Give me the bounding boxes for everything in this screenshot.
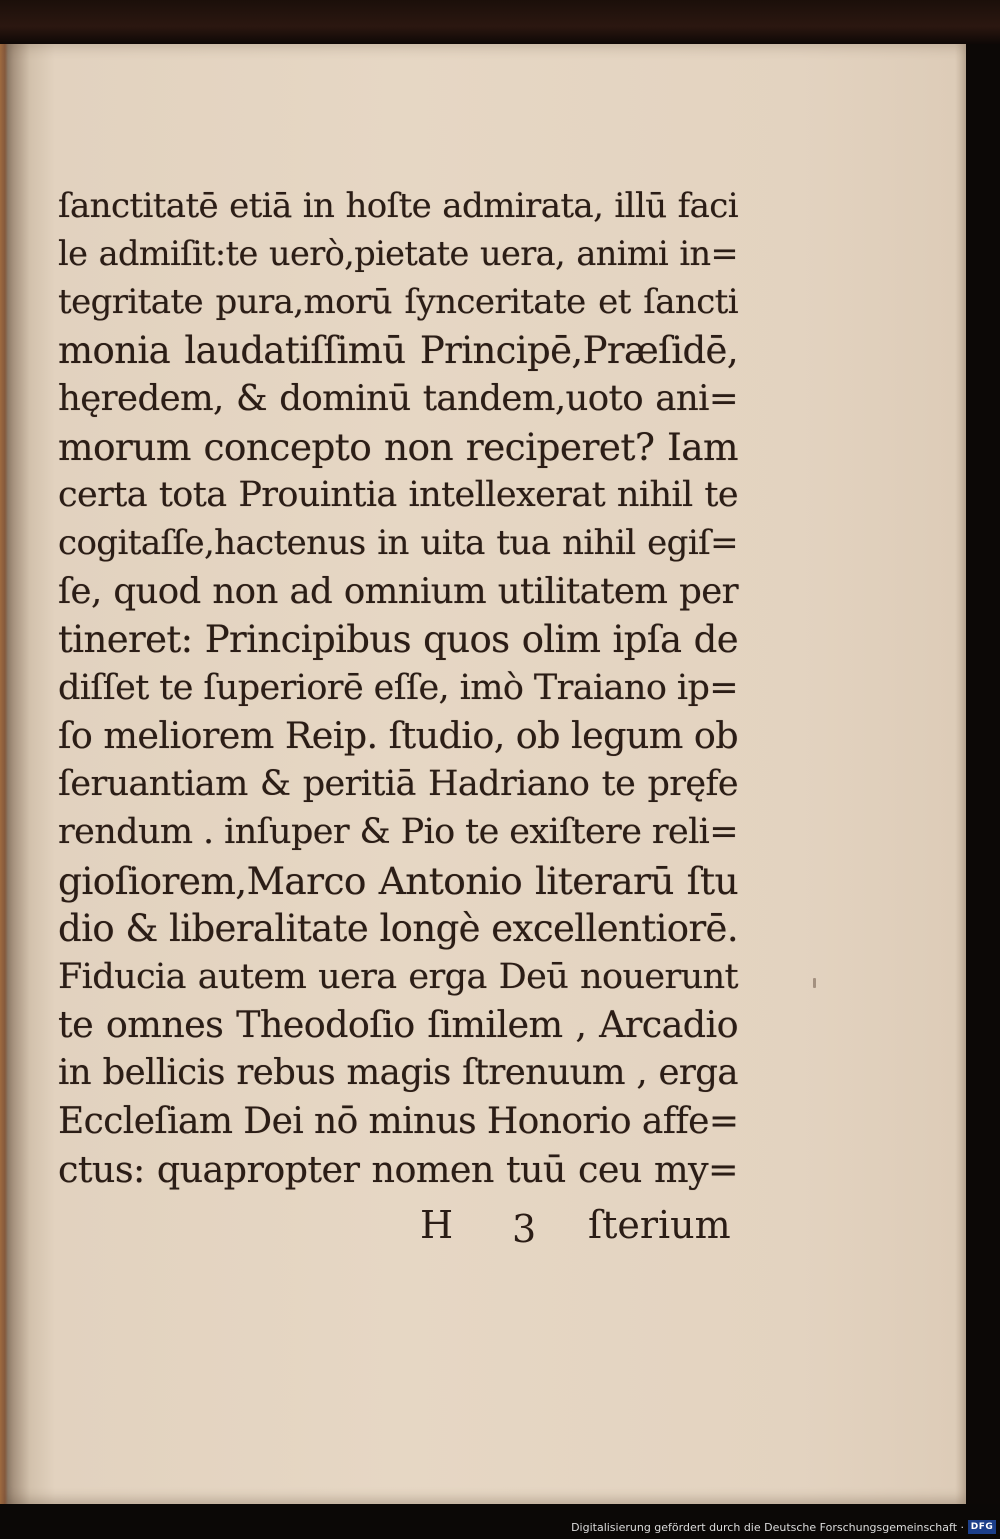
signature-number: 3 xyxy=(512,1207,537,1251)
body-text xyxy=(58,182,738,1194)
text-line: ſe, quod non ad omnium utilitatem per xyxy=(58,570,738,612)
text-line: le admiſit:te uerò,pietate uera, animi in= xyxy=(58,234,738,274)
text-line: cogitaſſe,hactenus in uita tua nihil egiſ= xyxy=(58,523,738,564)
top-scan-border xyxy=(0,0,1000,44)
text-line: te omnes Theodoſio ſimilem , Arcadio xyxy=(58,1003,738,1047)
text-line: rendum . inſuper & Pio te exiſtere reli= xyxy=(58,812,738,853)
signature-line xyxy=(420,1200,731,1251)
digitization-credit: Digitalisierung gefördert durch die Deutsche Forschungsgemeinschaft · xyxy=(571,1521,964,1534)
text-line: in bellicis rebus magis ſtrenuum , erga xyxy=(58,1052,738,1094)
text-line: morum concepto non reciperet? Iam xyxy=(58,424,738,469)
text-line: Fiducia autem uera erga Deū nouerunt xyxy=(58,957,738,997)
page-edge-shadow xyxy=(0,44,8,1504)
text-line: ſo meliorem Reip. ſtudio, ob legum ob xyxy=(58,714,738,758)
text-line: ſanctitatē etiā in hoſte admirata, illū faci xyxy=(58,186,738,226)
marginal-mark xyxy=(813,978,816,988)
text-line: diſſet te ſuperiorē eſſe, imò Traiano ip= xyxy=(58,667,738,708)
text-line: tegritate pura,morū ſynceritate et ſancti xyxy=(58,282,738,323)
text-line: certa tota Prouintia intellexerat nihil te xyxy=(58,475,738,516)
catchword: ſterium xyxy=(588,1203,731,1247)
dfg-logo-icon: DFG xyxy=(968,1520,996,1534)
text-line: monia laudatiſſimū Principē,Præſidē, xyxy=(58,328,738,372)
text-line: hęredem, & dominū tandem,uoto ani= xyxy=(58,377,738,419)
signature-mark: H xyxy=(420,1203,454,1247)
text-line: dio & liberalitate longè excellentiorē. xyxy=(58,906,738,950)
text-line: ſeruantiam & peritiā Hadriano te pręfe xyxy=(58,764,738,805)
text-line: gioſiorem,Marco Antonio literarū ſtu xyxy=(58,858,738,903)
text-line: Eccleſiam Dei nō minus Honorio affe= xyxy=(58,1100,739,1142)
text-line: tineret: Principibus quos olim ipſa de xyxy=(58,617,738,661)
text-line: ctus: quapropter nomen tuū ceu my= xyxy=(58,1147,738,1191)
